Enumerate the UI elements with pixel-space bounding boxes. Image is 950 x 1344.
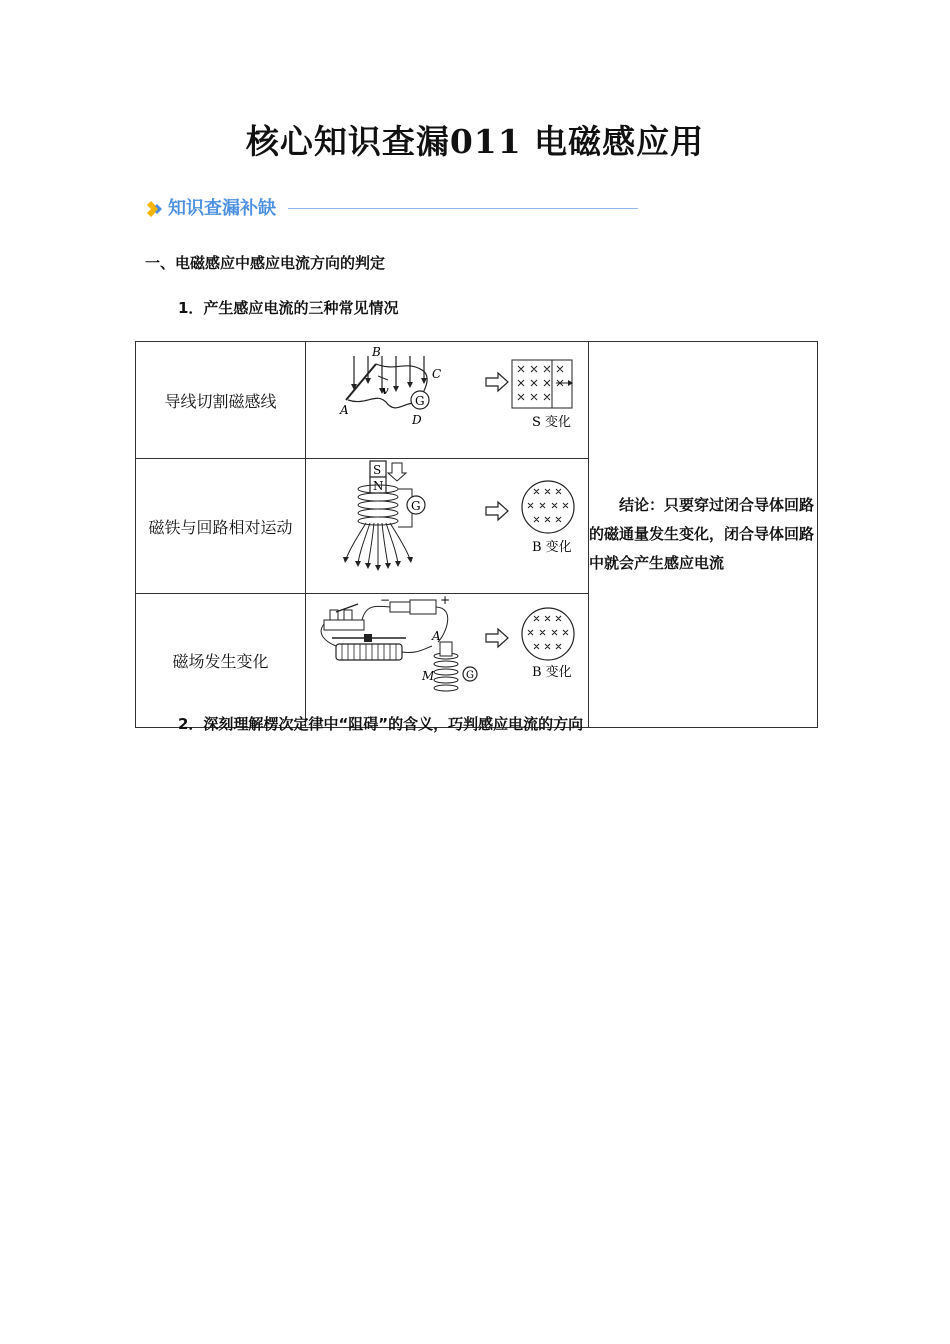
magnet-coil-figure	[306, 459, 588, 589]
conclusion-text: 结论：只要穿过闭合导体回路的磁通量发生变化，闭合导体回路中就会产生感应电流	[589, 496, 815, 572]
diamond-arrow-icon	[146, 200, 164, 218]
figure-cell	[306, 594, 589, 728]
subheading-2: 2．深刻理解楞次定律中“阻碍”的含义，巧判感应电流的方向	[178, 715, 584, 733]
coil-m-label: M	[422, 669, 435, 683]
change-label: B 变化	[532, 540, 572, 555]
section-banner	[146, 198, 638, 220]
section-heading: 一、电磁感应中感应电流方向的判定	[145, 254, 386, 272]
induction-table	[135, 341, 818, 728]
banner-label: 知识查漏补缺	[168, 198, 276, 219]
changing-field-figure	[306, 594, 588, 723]
velocity-label: v	[382, 384, 389, 397]
case-cell: 磁场发生变化	[136, 594, 306, 728]
point-a-label: A	[340, 403, 349, 417]
magnet-s-label: S	[373, 463, 382, 477]
point-b-label: B	[372, 345, 381, 359]
figure-cell	[306, 459, 589, 594]
change-label: B 变化	[532, 665, 572, 680]
page-title: 核心知识查漏011 电磁感应用	[245, 122, 705, 161]
point-d-label: D	[412, 413, 422, 427]
banner-rule	[288, 208, 638, 209]
conclusion-cell	[589, 342, 818, 728]
magnet-n-label: N	[373, 479, 384, 493]
figure-cell	[306, 342, 589, 459]
minus-label: −	[380, 594, 391, 607]
case-cell: 导线切割磁感线	[136, 342, 306, 459]
coil-a-label: A	[432, 629, 441, 643]
galvanometer-label: G	[466, 670, 474, 681]
case-cell: 磁铁与回路相对运动	[136, 459, 306, 594]
table-row	[136, 342, 818, 459]
plus-label: +	[440, 594, 451, 607]
galvanometer-label: G	[415, 394, 425, 408]
point-c-label: C	[432, 367, 442, 381]
galvanometer-label: G	[411, 499, 421, 513]
wire-cutting-figure	[306, 342, 588, 454]
change-label: S 变化	[532, 415, 572, 430]
subheading-1: 1．产生感应电流的三种常见情况	[178, 299, 399, 317]
